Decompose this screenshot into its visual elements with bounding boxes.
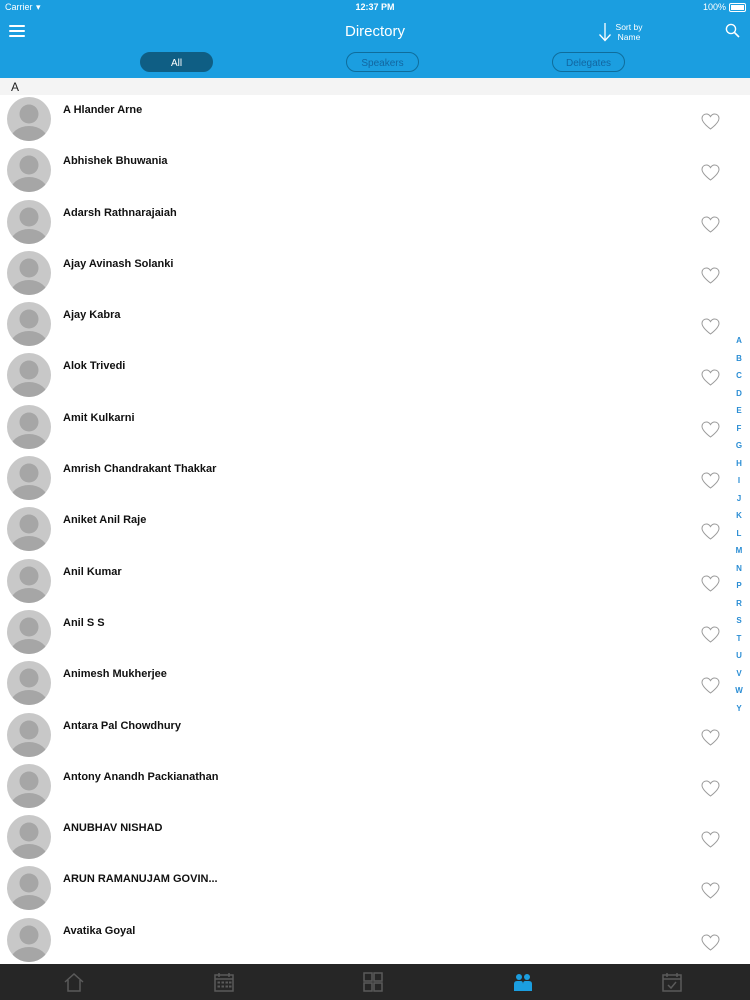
person-name: Aniket Anil Raje bbox=[63, 514, 147, 527]
avatar bbox=[7, 353, 51, 397]
avatar bbox=[7, 405, 51, 449]
avatar bbox=[7, 713, 51, 757]
person-name: Antara Pal Chowdhury bbox=[63, 719, 181, 732]
favorite-heart-icon[interactable] bbox=[701, 113, 720, 130]
avatar bbox=[7, 251, 51, 295]
battery-percent: 100% bbox=[702, 2, 726, 12]
avatar bbox=[7, 200, 51, 244]
favorite-heart-icon[interactable] bbox=[701, 164, 720, 181]
list-item[interactable] bbox=[0, 249, 735, 300]
agenda-icon[interactable] bbox=[661, 972, 683, 992]
page-title: Directory bbox=[344, 23, 405, 40]
index-letter[interactable]: T bbox=[736, 633, 742, 643]
index-letter[interactable]: S bbox=[736, 616, 742, 625]
list-item[interactable] bbox=[0, 300, 735, 351]
person-name: A Hlander Arne bbox=[63, 104, 143, 116]
person-name: Amrish Chandrakant Thakkar bbox=[63, 463, 217, 476]
person-name: Avatika Goyal bbox=[63, 924, 136, 937]
list-item[interactable] bbox=[0, 403, 735, 454]
index-letter[interactable]: B bbox=[736, 353, 742, 363]
avatar bbox=[7, 918, 51, 962]
favorite-heart-icon[interactable] bbox=[701, 472, 720, 489]
index-letter[interactable]: R bbox=[736, 598, 742, 608]
list-item[interactable] bbox=[0, 454, 735, 505]
favorite-heart-icon[interactable] bbox=[701, 523, 720, 540]
sort-label-line1: Sort by bbox=[615, 22, 643, 32]
list-item[interactable] bbox=[0, 916, 735, 967]
person-name: Animesh Mukherjee bbox=[63, 668, 167, 681]
person-name: Ajay Avinash Solanki bbox=[63, 257, 174, 270]
list-item[interactable] bbox=[0, 608, 735, 659]
favorite-heart-icon[interactable] bbox=[701, 780, 720, 797]
filter-all[interactable]: All bbox=[140, 52, 213, 72]
list-item[interactable] bbox=[0, 198, 735, 249]
index-letter[interactable]: U bbox=[736, 651, 742, 660]
index-letter[interactable]: Y bbox=[736, 703, 742, 713]
sort-label-line2: Name bbox=[617, 32, 641, 42]
list-item[interactable] bbox=[0, 711, 735, 762]
sort-arrow-icon bbox=[598, 22, 612, 42]
list-item[interactable] bbox=[0, 505, 735, 556]
index-letter[interactable]: V bbox=[736, 668, 742, 678]
grid-icon[interactable] bbox=[362, 972, 384, 992]
sort-button[interactable] bbox=[598, 22, 668, 44]
sort-label bbox=[612, 22, 646, 42]
battery-icon bbox=[729, 3, 746, 12]
favorite-heart-icon[interactable] bbox=[701, 729, 720, 746]
wifi-icon: ▾ bbox=[36, 2, 41, 12]
person-name: ARUN RAMANUJAM GOVIN... bbox=[63, 873, 218, 886]
alphabet-index[interactable] bbox=[730, 332, 748, 717]
avatar bbox=[7, 661, 51, 705]
filter-speakers[interactable]: Speakers bbox=[346, 52, 419, 72]
index-letter[interactable]: L bbox=[736, 528, 742, 538]
avatar bbox=[7, 302, 51, 346]
index-letter[interactable]: D bbox=[736, 388, 742, 398]
directory-list bbox=[0, 95, 735, 967]
favorite-heart-icon[interactable] bbox=[701, 626, 720, 643]
avatar bbox=[7, 610, 51, 654]
person-name: Anil S S bbox=[63, 616, 105, 629]
avatar bbox=[7, 507, 51, 551]
favorite-heart-icon[interactable] bbox=[701, 216, 720, 233]
favorite-heart-icon[interactable] bbox=[701, 677, 720, 694]
status-bar bbox=[0, 0, 750, 15]
list-item[interactable] bbox=[0, 813, 735, 864]
avatar bbox=[7, 456, 51, 500]
person-name: Adarsh Rathnarajaiah bbox=[63, 206, 177, 219]
favorite-heart-icon[interactable] bbox=[701, 831, 720, 848]
list-item[interactable] bbox=[0, 864, 735, 915]
favorite-heart-icon[interactable] bbox=[701, 934, 720, 951]
index-letter[interactable]: E bbox=[736, 406, 742, 415]
person-name: Antony Anandh Packianathan bbox=[63, 770, 219, 783]
index-letter[interactable]: F bbox=[736, 423, 742, 433]
search-icon[interactable] bbox=[725, 23, 740, 38]
tab-bar bbox=[0, 964, 750, 1000]
calendar-icon[interactable] bbox=[213, 972, 235, 992]
avatar bbox=[7, 97, 51, 141]
list-item[interactable] bbox=[0, 351, 735, 402]
person-name: ANUBHAV NISHAD bbox=[63, 822, 163, 835]
index-letter[interactable]: G bbox=[735, 441, 743, 450]
favorite-heart-icon[interactable] bbox=[701, 267, 720, 284]
index-letter[interactable]: N bbox=[736, 563, 742, 573]
index-letter[interactable]: M bbox=[735, 546, 743, 555]
person-name: Anil Kumar bbox=[63, 565, 122, 578]
avatar bbox=[7, 764, 51, 808]
avatar bbox=[7, 148, 51, 192]
carrier-label: Carrier bbox=[5, 2, 33, 12]
list-item[interactable] bbox=[0, 95, 735, 146]
person-name: Amit Kulkarni bbox=[63, 411, 135, 424]
index-letter[interactable]: C bbox=[736, 371, 742, 380]
status-time: 12:37 PM bbox=[355, 2, 395, 12]
favorite-heart-icon[interactable] bbox=[701, 421, 720, 438]
favorite-heart-icon[interactable] bbox=[701, 575, 720, 592]
favorite-heart-icon[interactable] bbox=[701, 318, 720, 335]
avatar bbox=[7, 559, 51, 603]
index-letter[interactable]: W bbox=[735, 686, 743, 695]
person-name: Ajay Kabra bbox=[63, 309, 121, 322]
avatar bbox=[7, 815, 51, 859]
person-name: Abhishek Bhuwania bbox=[63, 155, 168, 168]
list-item[interactable] bbox=[0, 659, 735, 710]
index-letter[interactable]: J bbox=[736, 493, 742, 503]
favorite-heart-icon[interactable] bbox=[701, 369, 720, 386]
favorite-heart-icon[interactable] bbox=[701, 882, 720, 899]
person-name: Alok Trivedi bbox=[63, 360, 126, 373]
avatar bbox=[7, 866, 51, 910]
nav-header bbox=[0, 0, 750, 78]
list-item[interactable] bbox=[0, 762, 735, 813]
section-header bbox=[0, 78, 750, 95]
list-item[interactable] bbox=[0, 146, 735, 197]
filter-delegates[interactable]: Delegates bbox=[552, 52, 625, 72]
home-icon[interactable] bbox=[63, 972, 85, 992]
index-letter[interactable]: A bbox=[736, 336, 742, 345]
directory-icon[interactable] bbox=[512, 972, 534, 992]
list-item[interactable] bbox=[0, 557, 735, 608]
index-letter[interactable]: P bbox=[736, 581, 742, 590]
section-letter: A bbox=[11, 80, 20, 94]
index-letter[interactable]: K bbox=[736, 511, 742, 520]
index-letter[interactable]: I bbox=[737, 476, 741, 485]
index-letter[interactable]: H bbox=[736, 458, 742, 468]
